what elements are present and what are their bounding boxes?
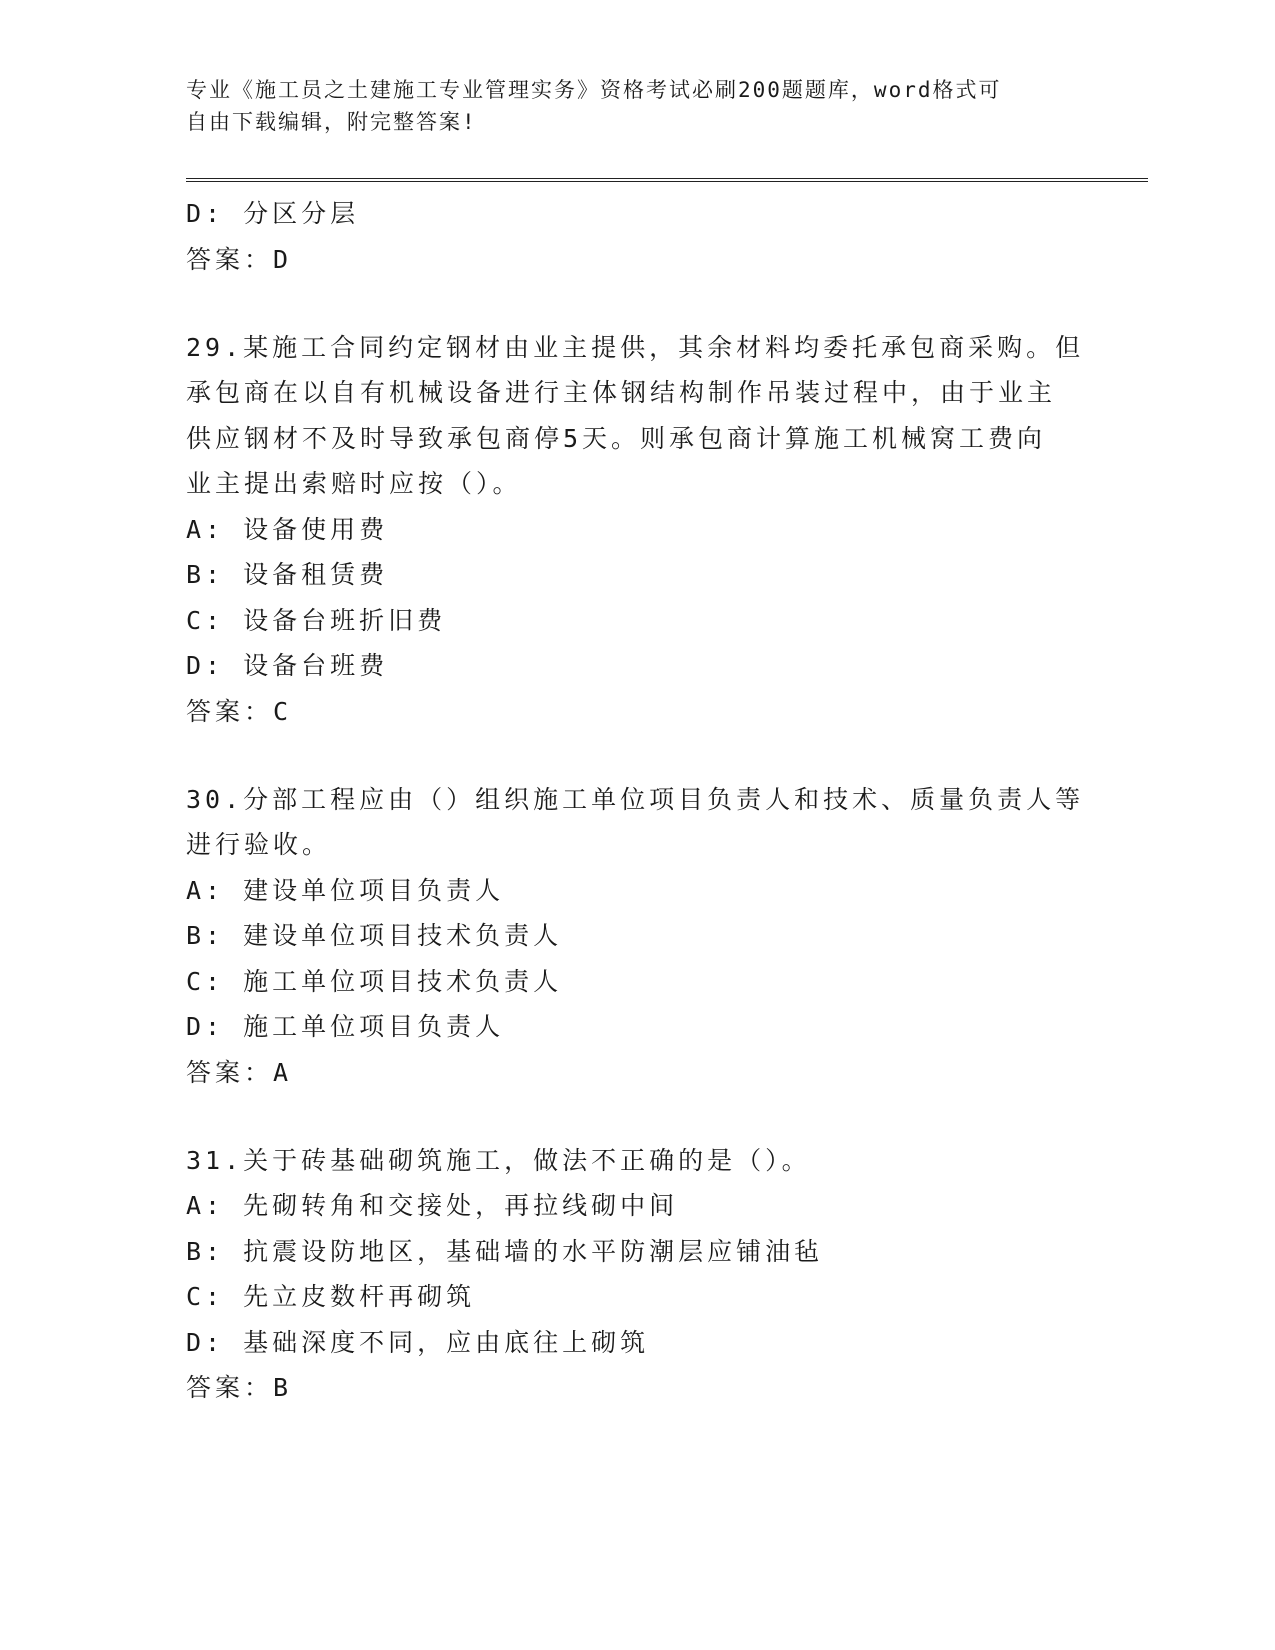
option-b: B: 抗震设防地区，基础墙的水平防潮层应铺油毡	[186, 1236, 824, 1266]
header-title-line-2: 自由下载编辑，附完整答案!	[186, 110, 477, 134]
option-a: A: 设备使用费	[186, 514, 389, 544]
question-text-line: 承包商在以自有机械设备进行主体钢结构制作吊装过程中，由于业主	[186, 378, 1057, 407]
option-d: D: 施工单位项目负责人	[186, 1012, 505, 1041]
question-text-line: 29.某施工合同约定钢材由业主提供，其余材料均委托承包商采购。但	[186, 332, 1085, 362]
previous-option-d: D: 分区分层	[186, 199, 360, 228]
question-content	[186, 191, 1086, 1411]
option-a: A: 先砌转角和交接处，再拉线砌中间	[186, 1191, 679, 1220]
previous-answer: 答案：D	[186, 244, 293, 274]
option-c: C: 施工单位项目技术负责人	[186, 966, 563, 996]
question-30	[186, 777, 1086, 1096]
spacer	[186, 283, 1086, 325]
answer: 答案：C	[186, 696, 293, 726]
question-29	[186, 325, 1086, 735]
question-text-line: 供应钢材不及时导致承包商停5天。则承包商计算施工机械窝工费向	[186, 423, 1047, 453]
header-title-line-1: 专业《施工员之土建施工专业管理实务》资格考试必刷200题题库，word格式可	[186, 78, 1002, 102]
option-b: B: 建设单位项目技术负责人	[186, 921, 563, 950]
option-c: C: 设备台班折旧费	[186, 605, 447, 635]
spacer	[186, 1096, 1086, 1138]
question-text-line: 业主提出索赔时应按（）。	[186, 469, 522, 498]
question-31	[186, 1138, 1086, 1412]
option-a: A: 建设单位项目负责人	[186, 875, 505, 905]
question-text-line: 进行验收。	[186, 830, 332, 859]
answer: 答案：A	[186, 1057, 293, 1087]
document-header	[186, 74, 1066, 138]
option-d: D: 设备台班费	[186, 651, 389, 680]
question-text-line: 30.分部工程应由（）组织施工单位项目负责人和技术、质量负责人等	[186, 784, 1085, 814]
option-d: D: 基础深度不同，应由底往上砌筑	[186, 1327, 650, 1357]
option-b: B: 设备租赁费	[186, 560, 389, 589]
header-divider-bottom	[186, 181, 1148, 182]
question-text-line: 31.关于砖基础砌筑施工，做法不正确的是（）。	[186, 1145, 811, 1175]
answer: 答案：B	[186, 1373, 293, 1402]
option-c: C: 先立皮数杆再砌筑	[186, 1282, 476, 1311]
header-divider-top	[186, 178, 1148, 179]
spacer	[186, 735, 1086, 777]
